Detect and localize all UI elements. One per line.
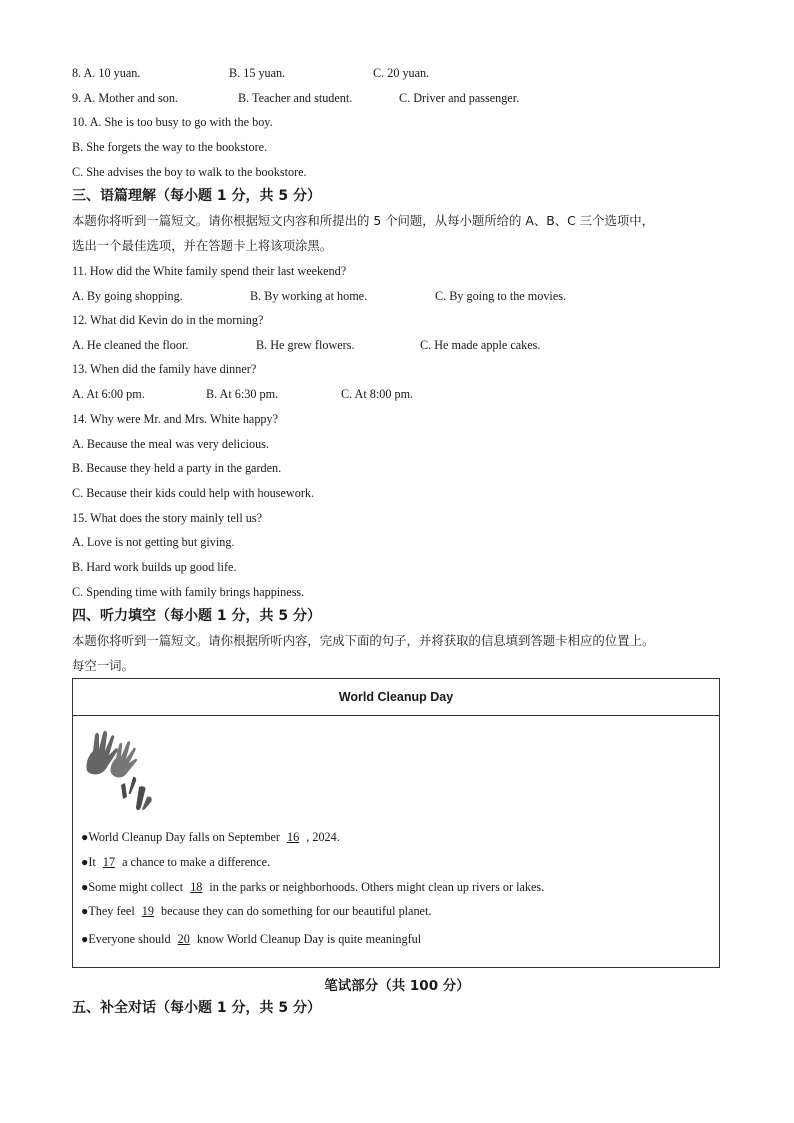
blank-20: 20 — [177, 932, 190, 946]
bullet-18-pre: ●Some might collect — [81, 880, 187, 894]
q10-option-c: C. She advises the boy to walk to the bookstore. — [72, 165, 307, 179]
section3-instruction-line2: 选出一个最佳选项，并在答题卡上将该项涂黑。 — [72, 238, 333, 253]
q14-option-b: B. Because they held a party in the garden. — [72, 461, 282, 475]
q14-option-a: A. Because the meal was very delicious. — [72, 437, 269, 451]
q9-option-b: B. Teacher and student. — [238, 91, 353, 105]
box-title: World Cleanup Day — [73, 679, 719, 716]
bullet-19 — [81, 903, 431, 919]
q12-option-a: A. He cleaned the floor. — [72, 338, 189, 352]
q13-option-c: C. At 8:00 pm. — [341, 387, 414, 401]
bullet-19-post: because they can do something for our beautiful planet. — [157, 904, 432, 918]
q12-stem: 12. What did Kevin do in the morning? — [72, 313, 264, 327]
section3-instruction-line1: 本题你将听到一篇短文。请你根据短文内容和所提出的 5 个问题，从每小题所给的 A、B、C 三个选项中， — [72, 213, 655, 228]
q13-option-a: A. At 6:00 pm. — [72, 387, 145, 401]
q15-option-b: B. Hard work builds up good life. — [72, 560, 237, 574]
section3-heading: 三、语篇理解（每小题 1 分，共 5 分） — [72, 188, 321, 204]
q11-stem: 11. How did the White family spend their last weekend? — [72, 264, 347, 278]
q11-option-c: C. By going to the movies. — [435, 289, 567, 303]
q9-option-c: C. Driver and passenger. — [399, 91, 520, 105]
q12-option-b: B. He grew flowers. — [256, 338, 355, 352]
bullet-18-post: in the parks or neighborhoods. Others might clean up rivers or lakes. — [206, 880, 545, 894]
bullet-16-pre: ●World Cleanup Day falls on September — [81, 830, 284, 844]
bullet-20-post: know World Cleanup Day is quite meaningful — [193, 932, 422, 946]
q13-option-b: B. At 6:30 pm. — [206, 387, 279, 401]
q10-option-b: B. She forgets the way to the bookstore. — [72, 140, 268, 154]
q14-option-c: C. Because their kids could help with housework. — [72, 486, 315, 500]
bullet-17-post: a chance to make a difference. — [119, 855, 271, 869]
blank-17: 17 — [102, 855, 116, 869]
section5-heading: 五、补全对话（每小题 1 分，共 5 分） — [72, 1000, 321, 1016]
q15-stem: 15. What does the story mainly tell us? — [72, 511, 263, 525]
q15-option-a: A. Love is not getting but giving. — [72, 535, 235, 549]
bullet-19-pre: ●They feel — [81, 904, 138, 918]
q10-option-a: 10. A. She is too busy to go with the boy. — [72, 115, 273, 129]
bullet-20 — [81, 931, 421, 947]
section4-instruction-line1: 本题你将听到一篇短文。请你根据所听内容，完成下面的句子，并将获取的信息填到答题卡相应的位置上。 — [72, 633, 655, 648]
cleanup-day-box — [72, 678, 720, 968]
q15-option-c: C. Spending time with family brings happiness. — [72, 585, 305, 599]
bullet-17 — [81, 854, 270, 870]
blank-19: 19 — [141, 904, 154, 918]
bullet-16-post: , 2024. — [303, 830, 340, 844]
q9-option-a: 9. A. Mother and son. — [72, 91, 178, 105]
bullet-17-pre: ●It — [81, 855, 99, 869]
section4-heading: 四、听力填空（每小题 1 分，共 5 分） — [72, 608, 321, 624]
q11-option-b: B. By working at home. — [250, 289, 368, 303]
bullet-20-pre: ●Everyone should — [81, 932, 174, 946]
q13-stem: 13. When did the family have dinner? — [72, 362, 257, 376]
q8-option-a: 8. A. 10 yuan. — [72, 66, 141, 80]
written-part-title: 笔试部分（共 100 分） — [324, 978, 470, 994]
blank-18: 18 — [190, 880, 203, 894]
q8-option-c: C. 20 yuan. — [373, 66, 430, 80]
q8-option-b: B. 15 yuan. — [229, 66, 286, 80]
section4-instruction-line2: 每空一词。 — [72, 658, 134, 673]
q11-option-a: A. By going shopping. — [72, 289, 183, 303]
q14-stem: 14. Why were Mr. and Mrs. White happy? — [72, 412, 279, 426]
bullet-18 — [81, 879, 544, 895]
blank-16: 16 — [287, 830, 300, 844]
handprint-illustration — [81, 727, 161, 820]
bullet-16 — [81, 829, 340, 845]
q12-option-c: C. He made apple cakes. — [420, 338, 541, 352]
